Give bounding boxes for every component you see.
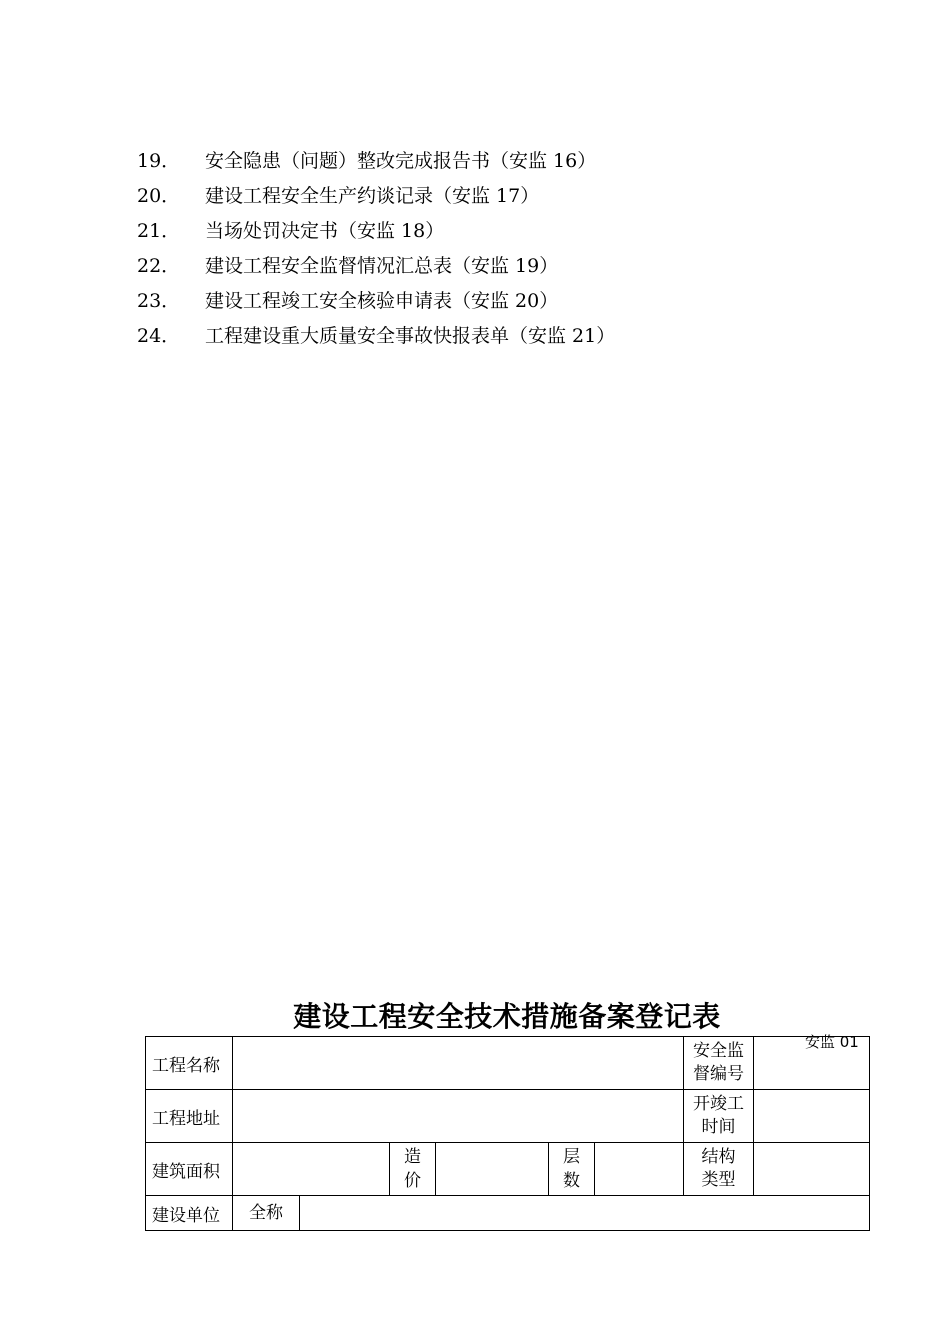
structure-type-label	[684, 1143, 754, 1196]
list-item	[137, 319, 615, 354]
start-end-time-label	[684, 1090, 754, 1143]
cost-label	[390, 1143, 436, 1196]
list-item-text: 建设工程安全监督情况汇总表（安监 19）	[205, 255, 559, 277]
project-name-label: 工程名称	[146, 1037, 233, 1090]
structure-type-label-line1: 结构	[701, 1147, 736, 1167]
list-item-number: 23．	[137, 290, 181, 312]
cost-field[interactable]	[436, 1143, 549, 1196]
project-name-field[interactable]	[233, 1037, 684, 1090]
list-item-number: 22．	[137, 255, 181, 277]
list-item-text: 当场处罚决定书（安监 18）	[205, 220, 445, 242]
table-row	[146, 1037, 870, 1090]
list-item	[137, 144, 615, 179]
list-item-text: 建设工程安全生产约谈记录（安监 17）	[205, 185, 540, 207]
building-area-field[interactable]	[233, 1143, 390, 1196]
list-item	[137, 179, 615, 214]
list-item-text: 工程建设重大质量安全事故快报表单（安监 21）	[205, 325, 616, 347]
construction-unit-label: 建设单位	[146, 1196, 233, 1231]
form-title: 建设工程安全技术措施备案登记表	[293, 1000, 721, 1033]
supervision-no-label-line2: 督编号	[693, 1064, 744, 1084]
table-row	[146, 1090, 870, 1143]
list-item-number: 20．	[137, 185, 181, 207]
supervision-no-label-line1: 安全监	[693, 1041, 744, 1061]
floors-label-line1: 层	[563, 1147, 580, 1167]
list-item	[137, 249, 615, 284]
document-list	[137, 144, 615, 354]
start-end-time-field[interactable]	[754, 1090, 870, 1143]
list-item-text: 建设工程竣工安全核验申请表（安监 20）	[205, 290, 559, 312]
full-name-label: 全称	[233, 1196, 300, 1231]
supervision-no-label	[684, 1037, 754, 1090]
floors-field[interactable]	[595, 1143, 684, 1196]
table-row	[146, 1196, 870, 1231]
cost-label-line1: 造	[404, 1147, 421, 1167]
floors-label	[549, 1143, 595, 1196]
project-address-label: 工程地址	[146, 1090, 233, 1143]
start-end-time-label-line1: 开竣工	[693, 1094, 744, 1114]
supervision-no-field[interactable]	[754, 1037, 870, 1090]
table-row	[146, 1143, 870, 1196]
start-end-time-label-line2: 时间	[701, 1117, 736, 1137]
structure-type-field[interactable]	[754, 1143, 870, 1196]
registration-form-table	[145, 1036, 870, 1231]
building-area-label: 建筑面积	[146, 1143, 233, 1196]
list-item-number: 21．	[137, 220, 181, 242]
list-item-number: 24．	[137, 325, 181, 347]
floors-label-line2: 数	[563, 1171, 580, 1191]
list-item	[137, 214, 615, 249]
structure-type-label-line2: 类型	[701, 1170, 736, 1190]
list-item-number: 19．	[137, 150, 181, 172]
cost-label-line2: 价	[404, 1171, 421, 1191]
form-code: 安监 01	[805, 1033, 859, 1051]
list-item	[137, 284, 615, 319]
project-address-field[interactable]	[233, 1090, 684, 1143]
full-name-field[interactable]	[300, 1196, 870, 1231]
list-item-text: 安全隐患（问题）整改完成报告书（安监 16）	[205, 150, 597, 172]
